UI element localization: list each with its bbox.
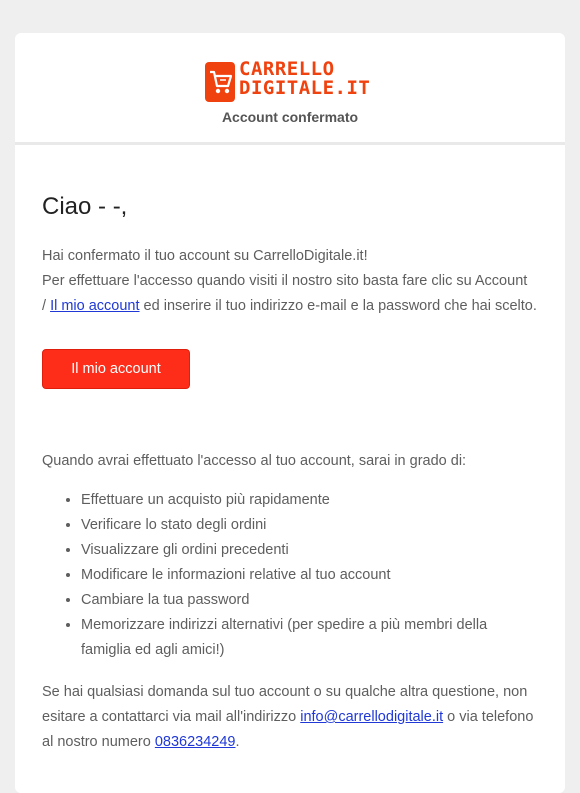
benefits-lead: Quando avrai effettuato l'accesso al tuo account, sarai in grado di: [42,453,467,469]
logo-line-1: CARRELLO [239,58,335,80]
list-item: • Memorizzare indirizzi alternativi (per spedire a più membri della famiglia ed agli amici!) [81,613,538,663]
email-header [15,33,565,145]
list-item: • Verificare lo stato degli ordini [81,513,538,538]
email-body [15,192,565,755]
intro-line-2: Per effettuare l'accesso quando visiti il nostro sito basta fare clic su Account [42,273,528,289]
intro-line-3-suffix: ed inserire il tuo indirizzo e-mail e la password che hai scelto. [139,298,537,314]
logo [205,58,375,108]
logo-line-2: DIGITALE.IT [239,77,371,99]
list-item: • Cambiare la tua password [81,588,538,613]
phone-link[interactable]: 0836234249 [154,734,236,750]
cart-logo-icon [205,62,235,102]
intro-line-1: Hai confermato il tuo account su CarrelloDigitale.it! [42,248,368,264]
contact-text-part-1: Se hai qualsiasi domanda sul tuo account o su qualche altra questione, non esitare a contattarci via mail all'indirizzo [42,684,528,725]
page-subtitle: Account confermato [221,109,359,125]
logo-text [239,60,370,98]
contact-text-end: . [235,734,240,750]
my-account-button[interactable]: Il mio account [42,349,190,389]
email-link[interactable]: info@carrellodigitale.it [300,709,444,725]
my-account-link[interactable]: Il mio account [50,298,140,314]
intro-text [42,244,538,319]
contact-text [42,680,538,755]
intro-line-3-prefix: / [42,298,51,314]
list-item: • Modificare le informazioni relative al tuo account [81,563,538,588]
benefits-list [42,488,538,663]
intro-line-3 [42,294,538,319]
greeting: Ciao - -, [42,193,128,220]
list-item: • Effettuare un acquisto più rapidamente [81,488,538,513]
email-card [15,33,565,793]
contact-text-part-2: o via telefono al nostro numero [42,709,534,750]
list-item: • Visualizzare gli ordini precedenti [81,538,538,563]
